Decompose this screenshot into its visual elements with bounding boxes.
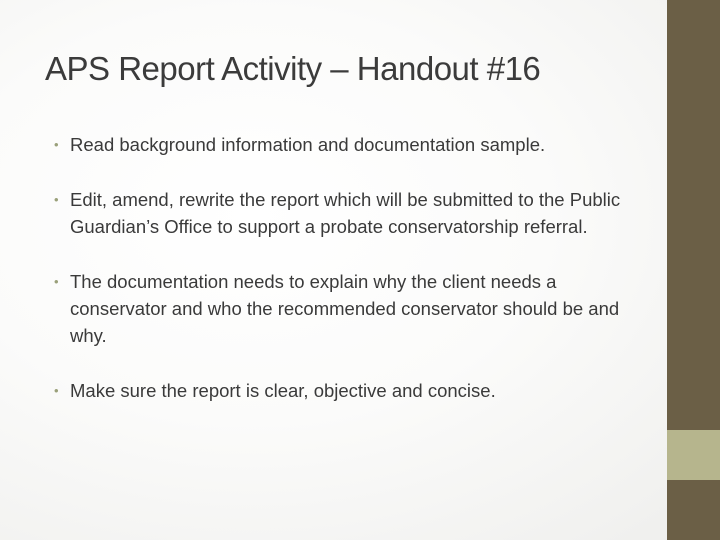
bullet-item bbox=[54, 131, 644, 158]
sidebar-band-bottom bbox=[667, 480, 720, 540]
bullet-list bbox=[54, 131, 644, 404]
slide-title: APS Report Activity – Handout #16 bbox=[45, 50, 541, 87]
bullet-item bbox=[54, 377, 644, 404]
bullet-item bbox=[54, 268, 644, 349]
bullet-text: Read background information and documentation sample. bbox=[70, 134, 546, 155]
bullet-marker: • bbox=[54, 274, 59, 289]
sidebar-band-accent bbox=[667, 430, 720, 480]
sidebar-band-top bbox=[667, 0, 720, 430]
bullet-marker: • bbox=[54, 137, 59, 152]
bullet-marker: • bbox=[54, 192, 59, 207]
bullet-item bbox=[54, 186, 644, 240]
decorative-sidebar bbox=[667, 0, 720, 540]
bullet-text: The documentation needs to explain why the client needs a conservator and who the recommended conservator should be and why. bbox=[70, 271, 620, 346]
bullet-text: Edit, amend, rewrite the report which will be submitted to the Public Guardian’s Office to support a probate conservatorship referral. bbox=[70, 189, 621, 237]
bullet-marker: • bbox=[54, 383, 59, 398]
bullet-text: Make sure the report is clear, objective and concise. bbox=[70, 380, 496, 401]
